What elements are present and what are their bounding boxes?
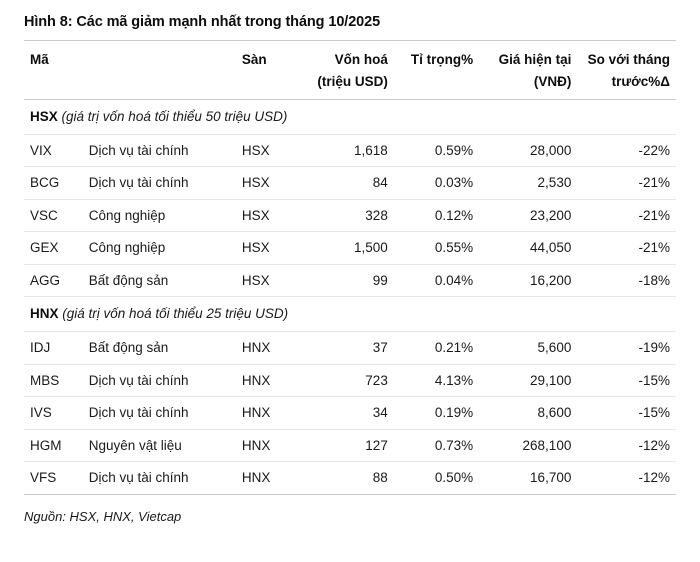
table-row — [24, 134, 676, 167]
cell-change: -21% — [577, 199, 676, 232]
cell-weight: 0.59% — [394, 134, 479, 167]
cell-ticker: AGG — [24, 264, 83, 297]
column-header-marketcap: Vốn hoá — [306, 41, 394, 72]
cell-change: -12% — [577, 429, 676, 462]
column-subheader-change: trước%Δ — [611, 73, 670, 89]
cell-exchange: HNX — [236, 429, 306, 462]
cell-ticker: VIX — [24, 134, 83, 167]
cell-price: 23,200 — [479, 199, 577, 232]
cell-price: 5,600 — [479, 331, 577, 364]
table-header — [24, 41, 676, 100]
cell-ticker: VFS — [24, 462, 83, 495]
cell-marketcap: 37 — [306, 331, 394, 364]
cell-ticker: GEX — [24, 232, 83, 265]
cell-weight: 0.55% — [394, 232, 479, 265]
column-subheader-exchange — [236, 72, 306, 100]
cell-price: 44,050 — [479, 232, 577, 265]
cell-marketcap: 84 — [306, 167, 394, 200]
cell-change: -15% — [577, 397, 676, 430]
cell-weight: 0.04% — [394, 264, 479, 297]
cell-price: 29,100 — [479, 364, 577, 397]
page-title: Hình 8: Các mã giảm mạnh nhất trong tháng 10/2025 — [24, 14, 381, 30]
column-subheader-marketcap: (triệu USD) — [317, 73, 388, 89]
table-row — [24, 429, 676, 462]
cell-sector: Dịch vụ tài chính — [83, 462, 236, 495]
cell-sector: Công nghiệp — [83, 199, 236, 232]
cell-weight: 4.13% — [394, 364, 479, 397]
table-row — [24, 462, 676, 495]
cell-sector: Công nghiệp — [83, 232, 236, 265]
cell-change: -12% — [577, 462, 676, 495]
cell-exchange: HSX — [236, 199, 306, 232]
column-header-sector — [83, 41, 236, 72]
cell-price: 28,000 — [479, 134, 577, 167]
table-row — [24, 397, 676, 430]
table-row — [24, 232, 676, 265]
cell-weight: 0.21% — [394, 331, 479, 364]
group-note: (giá trị vốn hoá tối thiểu 25 triệu USD) — [62, 306, 289, 322]
cell-weight: 0.19% — [394, 397, 479, 430]
group-header-row — [24, 100, 676, 135]
group-label: HNX — [30, 306, 59, 322]
column-header-ticker: Mã — [24, 41, 83, 72]
group-note: (giá trị vốn hoá tối thiểu 50 triệu USD) — [61, 109, 288, 125]
column-subheader-ticker — [24, 72, 83, 100]
cell-ticker: IDJ — [24, 331, 83, 364]
table-header-row-2 — [24, 72, 676, 100]
cell-exchange: HSX — [236, 134, 306, 167]
cell-change: -19% — [577, 331, 676, 364]
cell-ticker: BCG — [24, 167, 83, 200]
cell-marketcap: 1,500 — [306, 232, 394, 265]
cell-weight: 0.73% — [394, 429, 479, 462]
cell-exchange: HNX — [236, 364, 306, 397]
table-body — [24, 100, 676, 495]
cell-sector: Dịch vụ tài chính — [83, 364, 236, 397]
cell-ticker: IVS — [24, 397, 83, 430]
cell-marketcap: 99 — [306, 264, 394, 297]
cell-ticker: VSC — [24, 199, 83, 232]
column-header-weight: Tỉ trọng% — [394, 41, 479, 72]
table-row — [24, 264, 676, 297]
cell-marketcap: 328 — [306, 199, 394, 232]
cell-sector: Dịch vụ tài chính — [83, 134, 236, 167]
cell-marketcap: 723 — [306, 364, 394, 397]
table-header-row-1 — [24, 41, 676, 72]
cell-sector: Bất động sản — [83, 264, 236, 297]
table-row — [24, 199, 676, 232]
cell-change: -15% — [577, 364, 676, 397]
cell-ticker: MBS — [24, 364, 83, 397]
cell-sector: Dịch vụ tài chính — [83, 167, 236, 200]
cell-change: -21% — [577, 167, 676, 200]
source-note: Nguồn: HSX, HNX, Vietcap — [24, 508, 182, 524]
cell-change: -18% — [577, 264, 676, 297]
cell-ticker: HGM — [24, 429, 83, 462]
group-header-row — [24, 297, 676, 332]
cell-change: -21% — [577, 232, 676, 265]
group-header-cell — [24, 297, 676, 332]
cell-exchange: HNX — [236, 397, 306, 430]
table-row — [24, 364, 676, 397]
cell-exchange: HNX — [236, 331, 306, 364]
cell-change: -22% — [577, 134, 676, 167]
column-subheader-price: (VNĐ) — [533, 73, 572, 89]
top-decliners-table — [24, 40, 676, 495]
column-header-change: So với tháng — [577, 41, 676, 72]
cell-weight: 0.03% — [394, 167, 479, 200]
cell-weight: 0.12% — [394, 199, 479, 232]
cell-price: 8,600 — [479, 397, 577, 430]
group-header-cell — [24, 100, 676, 135]
cell-marketcap: 34 — [306, 397, 394, 430]
cell-sector: Bất động sản — [83, 331, 236, 364]
cell-price: 16,200 — [479, 264, 577, 297]
column-subheader-sector — [83, 72, 236, 100]
cell-sector: Dịch vụ tài chính — [83, 397, 236, 430]
cell-marketcap: 1,618 — [306, 134, 394, 167]
cell-price: 16,700 — [479, 462, 577, 495]
cell-exchange: HSX — [236, 264, 306, 297]
column-subheader-weight — [394, 72, 479, 100]
cell-sector: Nguyên vật liệu — [83, 429, 236, 462]
table-row — [24, 167, 676, 200]
cell-exchange: HNX — [236, 462, 306, 495]
column-header-exchange: Sàn — [236, 41, 306, 72]
cell-marketcap: 88 — [306, 462, 394, 495]
cell-weight: 0.50% — [394, 462, 479, 495]
cell-price: 2,530 — [479, 167, 577, 200]
table-row — [24, 331, 676, 364]
group-label: HSX — [30, 109, 58, 125]
column-header-price: Giá hiện tại — [479, 41, 577, 72]
cell-marketcap: 127 — [306, 429, 394, 462]
cell-exchange: HSX — [236, 167, 306, 200]
cell-exchange: HSX — [236, 232, 306, 265]
cell-price: 268,100 — [479, 429, 577, 462]
